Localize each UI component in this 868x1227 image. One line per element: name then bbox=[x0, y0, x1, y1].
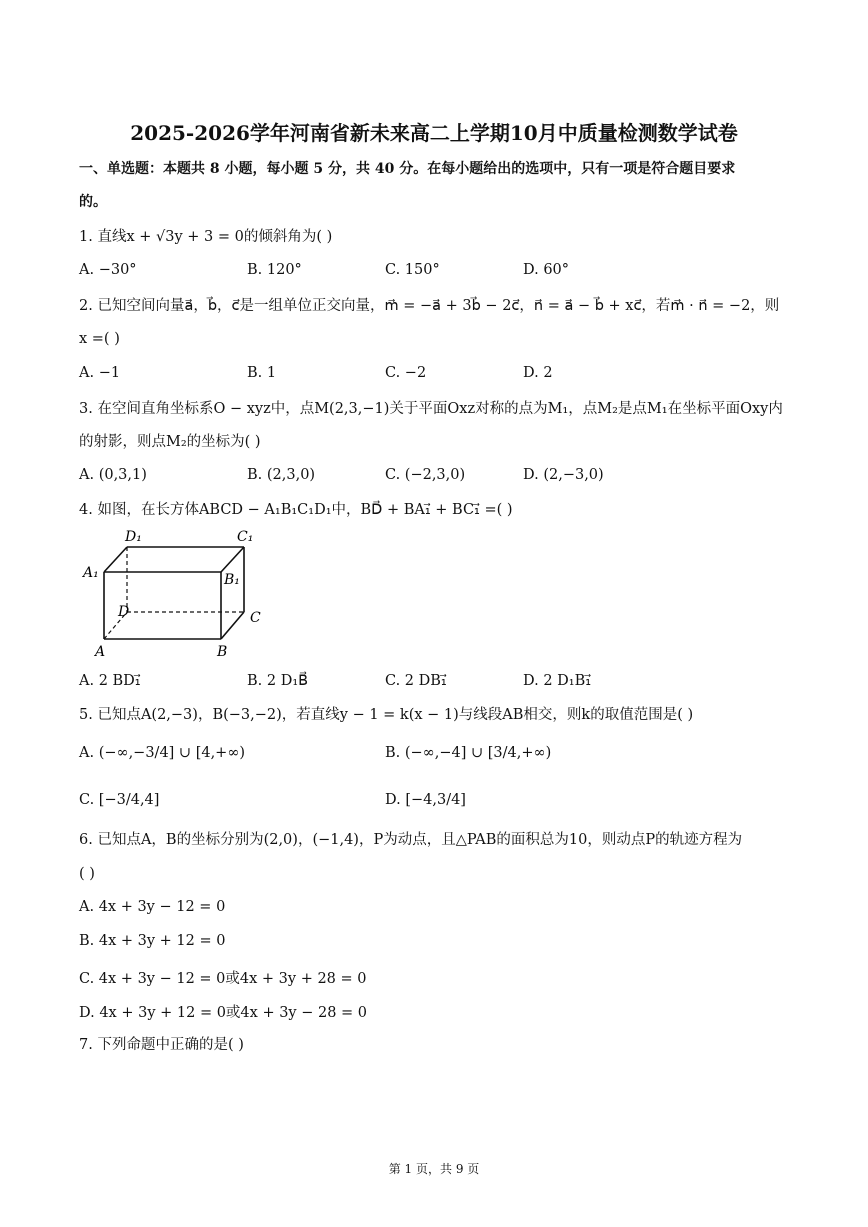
q5-stem: 5. 已知点A(2,−3)，B(−3,−2)，若直线y − 1 = k(x − 1)与线段AB相交，则k的取值范围是( ) bbox=[79, 707, 694, 723]
q6-option-d: D. 4x + 3y + 12 = 0或4x + 3y − 28 = 0 bbox=[79, 1005, 368, 1021]
page-footer: 第 1 页，共 9 页 bbox=[388, 1162, 480, 1176]
cuboid-figure bbox=[79, 527, 279, 662]
q6-option-a: A. 4x + 3y − 12 = 0 bbox=[79, 899, 226, 915]
q5-option-d: D. [−4,3/4] bbox=[385, 792, 466, 808]
q4-option-b: B. 2 D₁B⃗ bbox=[247, 673, 309, 689]
q5-option-b: B. (−∞,−4] ∪ [3/4,+∞) bbox=[385, 745, 552, 761]
label-c1: C₁ bbox=[237, 529, 254, 545]
q5-option-c: C. [−3/4,4] bbox=[79, 792, 160, 808]
q1-option-c: C. 150° bbox=[385, 262, 440, 278]
q1-option-d: D. 60° bbox=[523, 262, 570, 278]
q3-option-b: B. (2,3,0) bbox=[247, 467, 316, 483]
q1-option-b: B. 120° bbox=[247, 262, 302, 278]
q2-option-d: D. 2 bbox=[523, 365, 553, 381]
label-d: D bbox=[118, 604, 130, 620]
q3-option-a: A. (0,3,1) bbox=[79, 467, 147, 483]
q4-stem: 4. 如图，在长方体ABCD − A₁B₁C₁D₁中，BD⃗ + BA₁⃗ + BC₁⃗ =( ) bbox=[79, 502, 513, 518]
q2-option-a: A. −1 bbox=[79, 365, 121, 381]
label-d1: D₁ bbox=[125, 529, 142, 545]
q3-stem-line1: 3. 在空间直角坐标系O − xyz中，点M(2,3,−1)关于平面Oxz对称的点为M₁，点M₂是点M₁在坐标平面Oxy内 bbox=[79, 401, 783, 417]
q3-stem-line2: 的射影，则点M₂的坐标为( ) bbox=[79, 434, 261, 450]
section-header-line1: 一、单选题：本题共 8 小题，每小题 5 分，共 40 分。在每小题给出的选项中，只有一项是符合题目要求 bbox=[79, 161, 736, 177]
label-a: A bbox=[95, 644, 106, 660]
q1-option-a: A. −30° bbox=[79, 262, 137, 278]
exam-title: 2025-2026学年河南省新未来高二上学期10月中质量检测数学试卷 bbox=[130, 121, 738, 145]
q4-option-d: D. 2 D₁B₁⃗ bbox=[523, 673, 592, 689]
q4-option-c: C. 2 DB₁⃗ bbox=[385, 673, 447, 689]
label-b1: B₁ bbox=[224, 572, 240, 588]
label-a1: A₁ bbox=[83, 565, 99, 581]
q6-stem-line1: 6. 已知点A，B的坐标分别为(2,0)，(−1,4)，P为动点，且△PAB的面积总为10，则动点P的轨迹方程为 bbox=[79, 832, 743, 848]
q2-stem-line1: 2. 已知空间向量a⃗，b⃗，c⃗是一组单位正交向量，m⃗ = −a⃗ + 3b⃗ − 2c⃗，n⃗ = a⃗ − b⃗ + xc⃗，若m⃗ · n⃗ = −2，则 bbox=[79, 298, 780, 314]
q6-option-b: B. 4x + 3y + 12 = 0 bbox=[79, 933, 226, 949]
q6-stem-line2: ( ) bbox=[79, 866, 95, 882]
label-b: B bbox=[217, 644, 228, 660]
q3-option-d: D. (2,−3,0) bbox=[523, 467, 604, 483]
q3-option-c: C. (−2,3,0) bbox=[385, 467, 466, 483]
q2-stem-line2: x =( ) bbox=[79, 331, 120, 347]
q5-option-a: A. (−∞,−3/4] ∪ [4,+∞) bbox=[79, 745, 246, 761]
q2-option-c: C. −2 bbox=[385, 365, 427, 381]
label-c: C bbox=[250, 610, 261, 626]
section-header-line2: 的。 bbox=[79, 194, 107, 210]
q2-option-b: B. 1 bbox=[247, 365, 277, 381]
q6-option-c: C. 4x + 3y − 12 = 0或4x + 3y + 28 = 0 bbox=[79, 971, 367, 987]
q7-stem: 7. 下列命题中正确的是( ) bbox=[79, 1037, 244, 1053]
q1-stem: 1. 直线x + √3y + 3 = 0的倾斜角为( ) bbox=[79, 229, 333, 245]
q4-option-a: A. 2 BD₁⃗ bbox=[79, 673, 141, 689]
